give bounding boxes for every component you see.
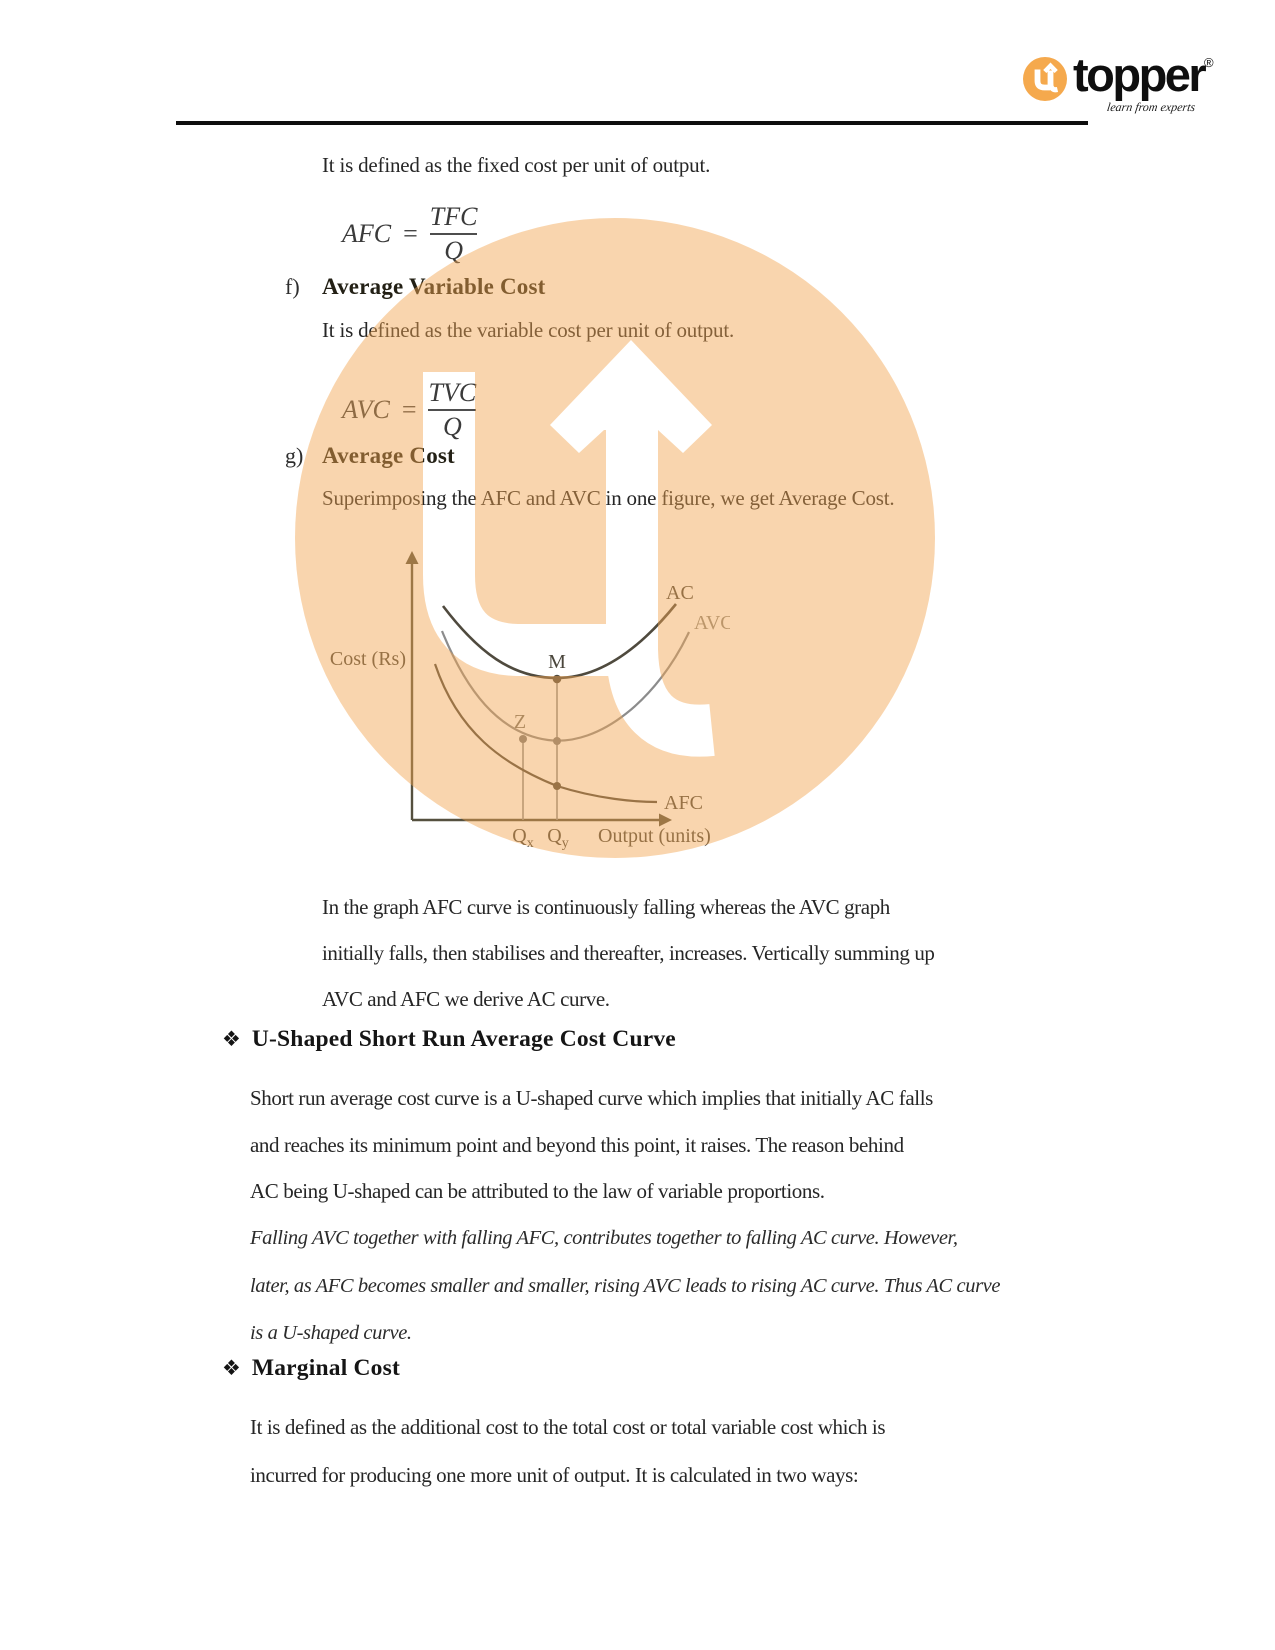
ac-label: AC [666,582,694,604]
point-m-label: M [548,651,566,673]
graph-description-paragraph [322,884,935,1022]
avc-formula [342,378,476,442]
heading-u-shaped-curve [222,1026,676,1053]
list-item-f [285,274,546,300]
avc-qy-dot [553,737,561,745]
topper-logo [1023,48,1223,115]
brand-name: topper [1073,48,1205,101]
point-z-dot [519,735,527,743]
avc-definition-text: It is defined as the variable cost per unit of output. [322,318,734,342]
marginal-cost-paragraph [250,1403,885,1499]
text-line: later, as AFC becomes smaller and smaller, rising AVC leads to rising AC curve. Thus AC curve [250,1274,1001,1297]
text-line: In the graph AFC curve is continuously falling whereas the AVC graph [322,895,890,919]
section-heading-avc: Average Variable Cost [322,274,546,299]
heading-marginal-cost [222,1355,400,1382]
ac-definition-text: Superimposing the AFC and AVC in one figure, we get Average Cost. [322,486,895,510]
fraction-denominator: Q [444,236,464,265]
equals-sign: = [403,219,418,248]
y-axis-label: Cost (Rs) [330,648,406,670]
registered-mark: ® [1204,55,1214,70]
text-line: initially falls, then stabilises and thereafter, increases. Vertically summing up [322,941,935,965]
heading-title: Marginal Cost [251,1355,400,1381]
section-heading-ac: Average Cost [322,443,455,468]
list-item-g [285,443,455,469]
fraction-bar [430,233,478,235]
afc-formula [342,202,477,266]
afc-qy-dot [553,782,561,790]
u-shaped-paragraph [250,1075,933,1215]
afc-definition-text: It is defined as the fixed cost per unit of output. [322,153,711,177]
fraction [428,378,476,442]
equals-sign: = [401,395,417,424]
text-line: is a U-shaped curve. [250,1322,412,1344]
fraction [430,202,478,266]
afc-label: AFC [664,792,703,814]
text-line: Short run average cost curve is a U-shaped curve which implies that initially AC falls [250,1086,933,1110]
text-line: incurred for producing one more unit of output. It is calculated in two ways: [250,1463,859,1487]
point-m-dot [553,675,562,684]
formula-lhs: AFC [342,219,392,248]
diamond-bullet-icon: ❖ [222,1027,241,1051]
text-line: It is defined as the additional cost to the total cost or total variable cost which is [250,1415,886,1439]
avc-label: AVC [694,612,730,634]
topper-u-arrow-icon [1023,57,1067,101]
cost-curves-svg [330,540,730,850]
list-marker: g) [285,443,304,468]
header-rule [176,121,1088,125]
formula-lhs: AVC [342,395,390,424]
x-axis-label: Output (units) [598,825,711,847]
fraction-denominator: Q [442,412,462,441]
tick-qx-label: $Q_x$ [512,825,534,850]
text-line: and reaches its minimum point and beyond this point, it raises. The reason behind [250,1132,904,1157]
fraction-numerator: TFC [429,202,478,231]
text-line: Falling AVC together with falling AFC, contributes together to falling AC curve. However, [250,1227,958,1249]
fraction-bar [428,409,476,411]
u-shaped-italic-paragraph [250,1215,1000,1358]
fraction-numerator: TVC [428,378,477,407]
brand-tagline: learn from experts [1106,100,1197,114]
cost-curves-figure [330,540,730,850]
diamond-bullet-icon: ❖ [222,1356,241,1380]
text-line: AVC and AFC we derive AC curve. [322,987,610,1011]
list-marker: f) [285,274,300,299]
heading-title: U-Shaped Short Run Average Cost Curve [251,1026,676,1052]
tick-qy-label: $Q_y$ [547,825,569,850]
text-line: AC being U-shaped can be attributed to the law of variable proportions. [250,1179,825,1203]
point-z-label: Z [513,711,527,733]
y-axis-arrow-icon [406,551,419,564]
